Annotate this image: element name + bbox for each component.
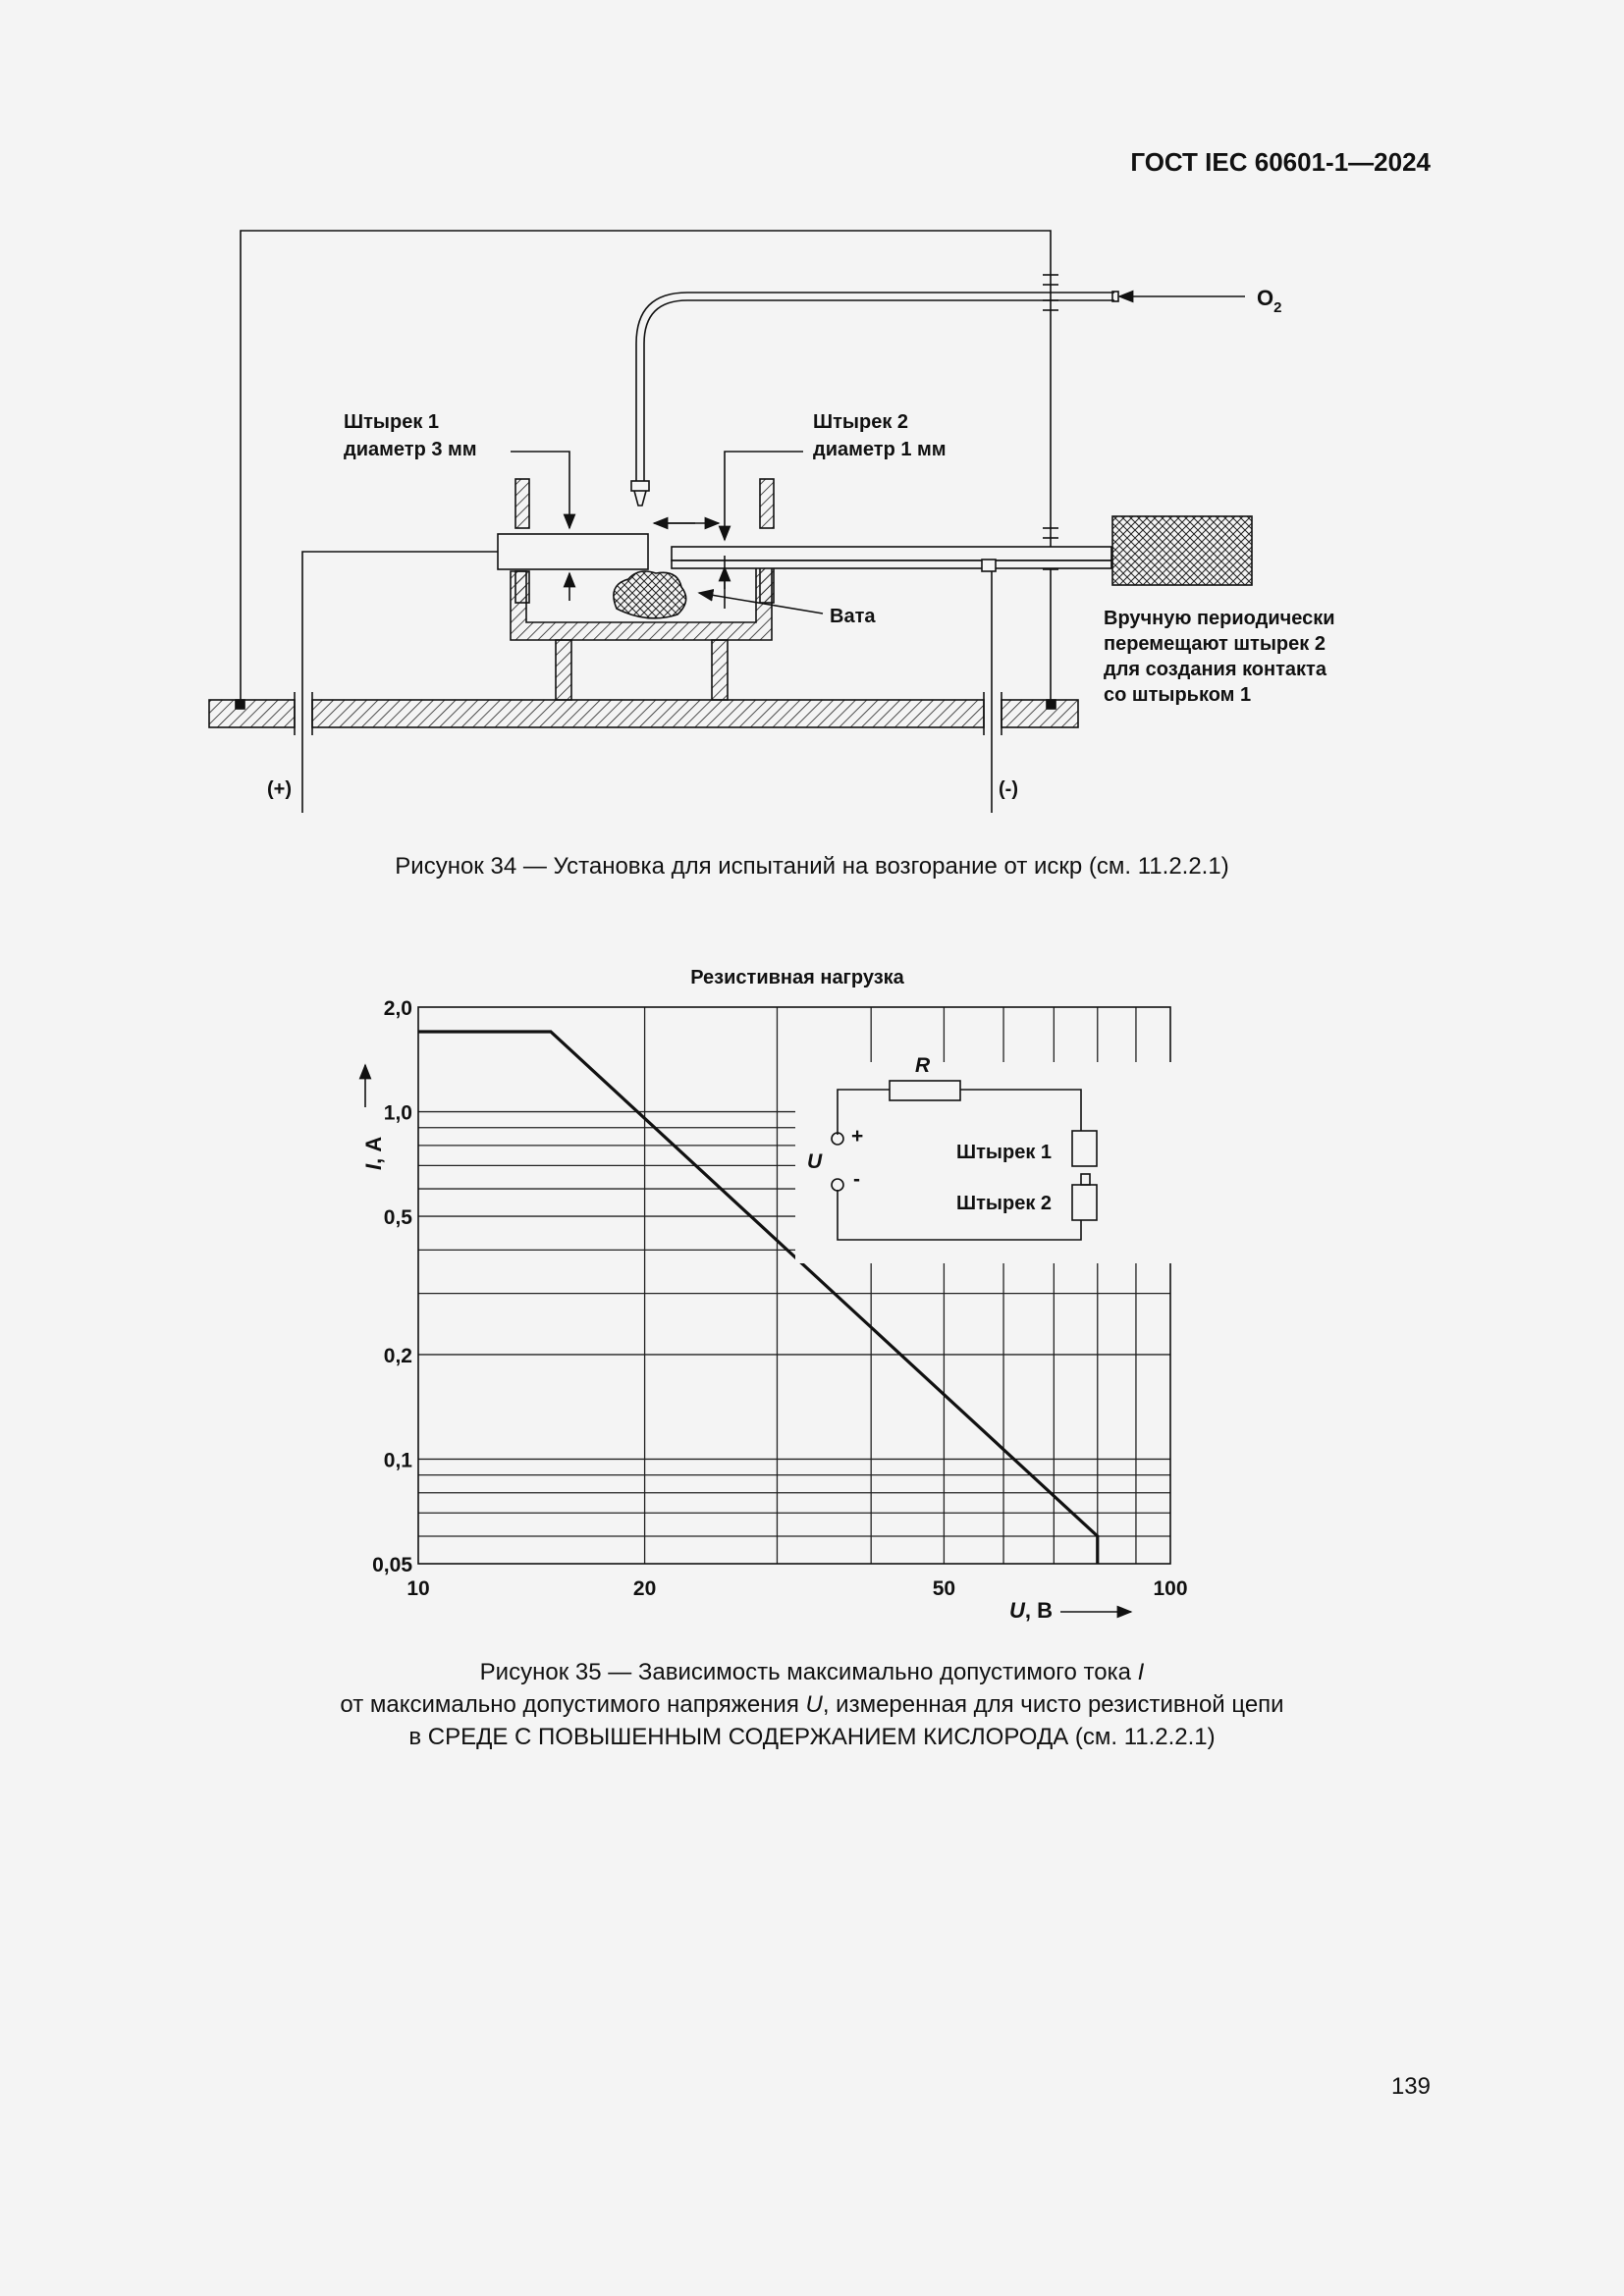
x-axis-label: U, В [1009,1598,1054,1623]
figure-35-chart [0,962,1624,1747]
pin2-label-2: диаметр 1 мм [813,439,947,460]
plus-terminal-label: (+) [267,778,292,800]
figure-35-caption [0,1656,1624,1753]
note-line-3: для создания контакта [1104,659,1326,680]
inset-minus: - [853,1168,860,1191]
inset-pin1-label: Штырек 1 [956,1142,1053,1163]
y-tick-label: 2,0 [383,997,412,1020]
ground-bar-middle [312,700,984,727]
chart-title: Резистивная нагрузка [690,967,904,988]
y-tick-label: 1,0 [383,1101,412,1125]
o2-label: $O_2$ [1257,286,1282,316]
y-tick-label: 0,5 [383,1206,412,1230]
note-line-4: со штырьком 1 [1104,684,1252,706]
minus-terminal-label: (-) [999,778,1018,800]
inset-u-label: U [807,1150,823,1173]
figure-34-caption: Рисунок 34 — Установка для испытаний на возгорание от искр (см. 11.2.2.1) [395,853,1229,880]
x-tick-label: 50 [932,1577,956,1600]
figure-35-caption-line-3: в СРЕДЕ С ПОВЫШЕННЫМ СОДЕРЖАНИЕМ КИСЛОРОДА (см. 11.2.2.1) [408,1724,1216,1750]
pin2-label-1: Штырек 2 [813,411,909,433]
ground-bar-left [209,700,295,727]
cotton-wool [614,571,686,618]
figure-35-caption-line-1: Рисунок 35 — Зависимость максимально допустимого тока I [479,1659,1145,1685]
inset-plus: + [851,1125,864,1148]
y-tick-label: 0,1 [383,1449,412,1472]
inset-pin2-label: Штырек 2 [956,1193,1053,1214]
y-axis-label: I, А [361,1136,386,1170]
y-tick-label: 0,05 [372,1554,412,1576]
figure-34-diagram [0,0,1624,883]
pin1-label-1: Штырек 1 [344,411,440,433]
ground-bar-right [1001,700,1078,727]
weight-block [1112,516,1252,585]
x-tick-label: 10 [406,1577,430,1600]
inset-r-label: R [915,1054,931,1077]
wool-label: Вата [830,606,876,627]
pin-1 [498,534,648,569]
x-tick-label: 100 [1153,1577,1188,1600]
page-number: 139 [1390,2073,1431,2100]
document-header: ГОСТ IEC 60601-1—2024 [1130,147,1431,177]
x-tick-label: 20 [632,1577,657,1600]
y-tick-label: 0,2 [383,1344,412,1367]
pin1-label-2: диаметр 3 мм [344,439,477,460]
note-line-1: Вручную периодически [1104,608,1335,629]
figure-35-caption-line-2: от максимально допустимого напряжения U, измеренная для чисто резистивной цепи [340,1691,1284,1718]
pin-2 [672,547,1111,561]
note-line-2: перемещают штырек 2 [1104,633,1326,655]
post-left [515,479,529,528]
